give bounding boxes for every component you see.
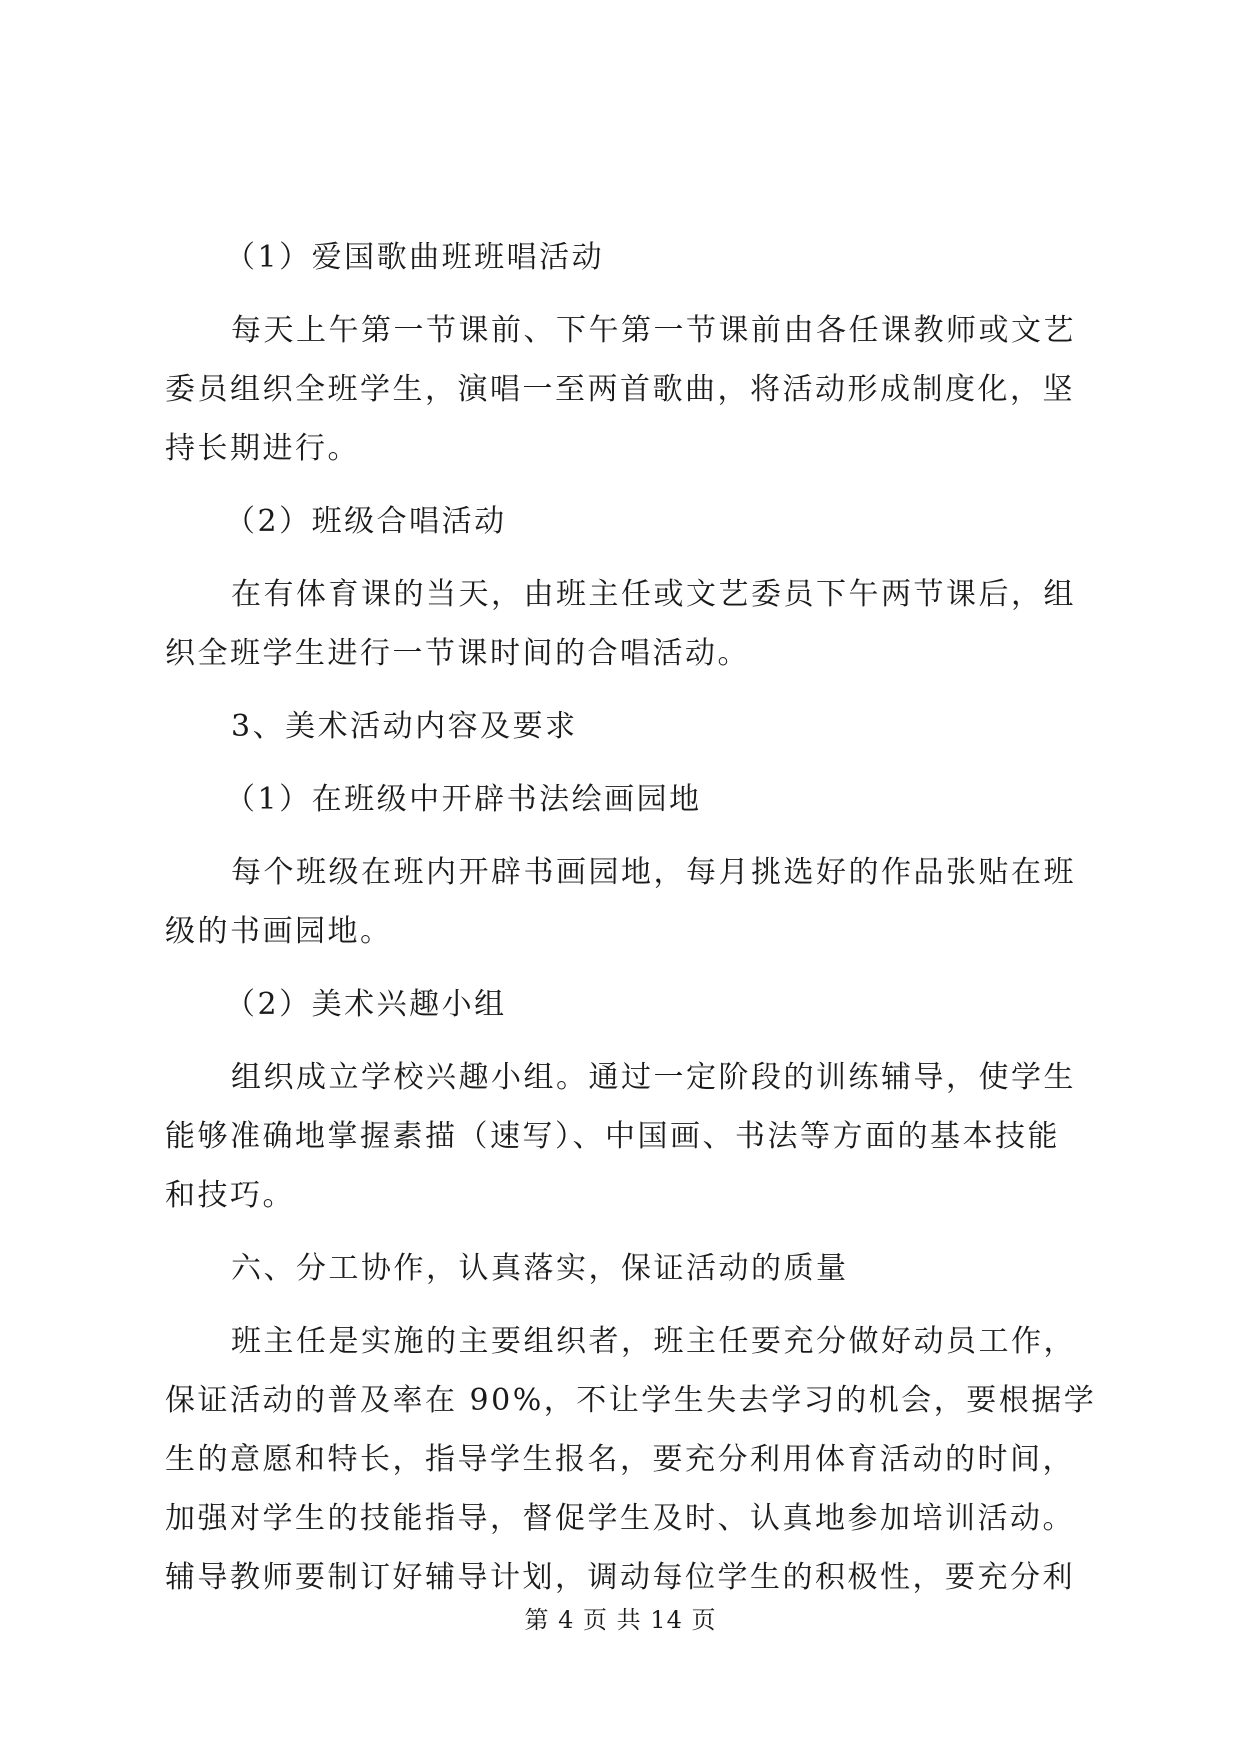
paragraph-line: 生的意愿和特长，指导学生报名，要充分利用体育活动的时间， <box>165 1442 1075 1477</box>
subheading-line: （2）班级合唱活动 <box>225 504 507 539</box>
paragraph-line: 辅导教师要制订好辅导计划，调动每位学生的积极性，要充分利 <box>165 1560 1075 1595</box>
paragraph-line: 在有体育课的当天，由班主任或文艺委员下午两节课后，组 <box>231 577 1076 612</box>
paragraph-line: 持长期进行。 <box>165 431 360 466</box>
paragraph-line: 加强对学生的技能指导，督促学生及时、认真地参加培训活动。 <box>165 1501 1075 1536</box>
paragraph-line: 和技巧。 <box>165 1178 295 1213</box>
paragraph-line: 保证活动的普及率在 90%，不让学生失去学习的机会，要根据学 <box>165 1383 1097 1418</box>
paragraph-line: 织全班学生进行一节课时间的合唱活动。 <box>165 636 750 671</box>
subheading-line: （1）在班级中开辟书法绘画园地 <box>225 782 702 817</box>
section-heading-line: 3、美术活动内容及要求 <box>231 709 578 744</box>
paragraph-line: 每个班级在班内开辟书画园地，每月挑选好的作品张贴在班 <box>231 855 1076 890</box>
section-heading-line: 六、分工协作，认真落实，保证活动的质量 <box>231 1251 849 1286</box>
paragraph-line: 委员组织全班学生，演唱一至两首歌曲，将活动形成制度化，坚 <box>165 372 1075 407</box>
subheading-line: （2）美术兴趣小组 <box>225 987 507 1022</box>
document-body <box>165 228 1097 1607</box>
paragraph-line: 组织成立学校兴趣小组。通过一定阶段的训练辅导，使学生 <box>231 1060 1076 1095</box>
subheading-line: （1）爱国歌曲班班唱活动 <box>225 240 605 275</box>
paragraph-line: 级的书画园地。 <box>165 914 393 949</box>
paragraph-line: 能够准确地掌握素描（速写）、中国画、书法等方面的基本技能 <box>165 1119 1060 1154</box>
page-number-footer: 第 4 页 共 14 页 <box>524 1606 717 1634</box>
paragraph-line: 每天上午第一节课前、下午第一节课前由各任课教师或文艺 <box>231 313 1076 348</box>
paragraph-line: 班主任是实施的主要组织者，班主任要充分做好动员工作， <box>231 1324 1076 1359</box>
